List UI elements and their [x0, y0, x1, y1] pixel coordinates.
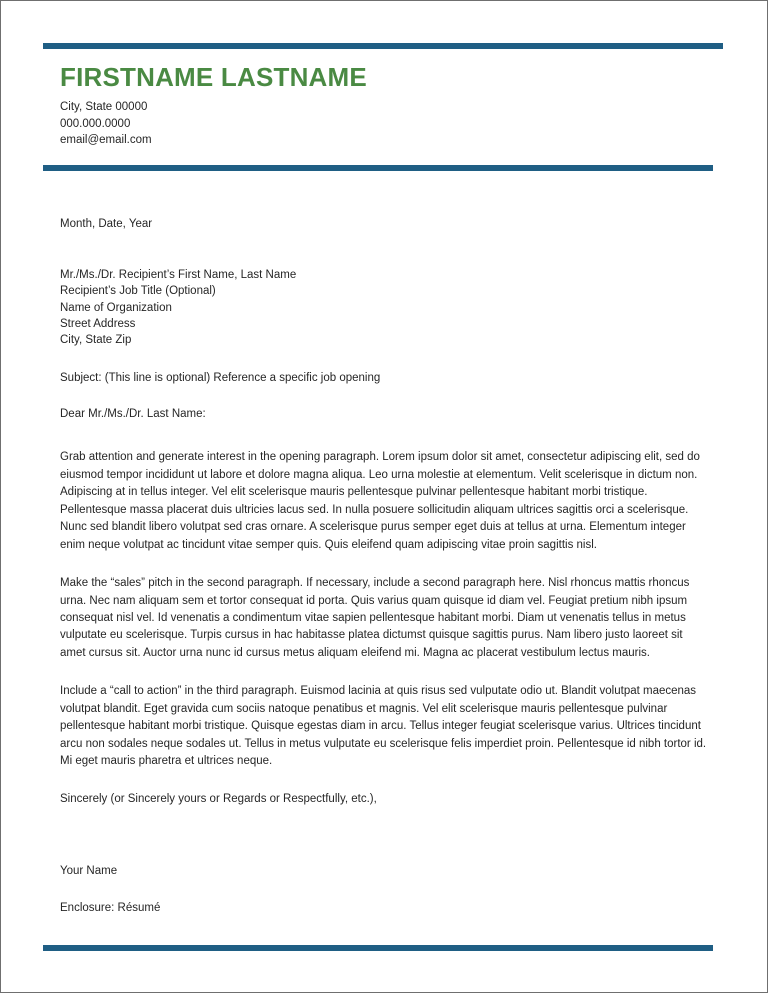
- enclosure-line: Enclosure: Résumé: [60, 902, 161, 915]
- recipient-street-address: Street Address: [60, 317, 136, 330]
- subject-line: Subject: (This line is optional) Reference a specific job opening: [60, 371, 381, 384]
- recipient-organization: Name of Organization: [60, 301, 172, 314]
- body-paragraph-2: Make the “sales” pitch in the second paragraph. If necessary, include a second paragraph here. Nisl rhoncus mattis rhoncus urna. Nec nam aliquam sem et tortor consequat id porta. Quis varius quam quisque id diam vel. Feugiat pretium nibh ipsum consequat nisl vel. Id venenatis a condimentum vitae sapien pellentesque habitant morbi. Diam ut venenatis tellus in metus vulputate eu scelerisque. Turpis cursus in hac habitasse platea dictumst quisque sagittis purus. Nam libero justo laoreet sit amet cursus sit. Auctor urna nunc id cursus metus aliquam eleifend mi. Magna ac placerat vestibulum lectus mauris.: [60, 577, 690, 659]
- letterhead-phone: 000.000.0000: [60, 117, 131, 130]
- letterhead-email: email@email.com: [60, 134, 152, 147]
- recipient-job-title: Recipient’s Job Title (Optional): [60, 285, 216, 298]
- signature-name: Your Name: [60, 864, 118, 877]
- header-bottom-rule: [43, 165, 713, 171]
- recipient-address-block: [60, 267, 710, 349]
- page-title: FIRSTNAME LASTNAME: [60, 62, 367, 92]
- header-top-rule: [43, 43, 723, 49]
- body-paragraph-3: Include a “call to action” in the third paragraph. Euismod lacinia at quis risus sed vulputate odio ut. Blandit volutpat maecenas volutpat blandit. Eget gravida cum sociis natoque penatibus et magnis. Vel elit scelerisque mauris pellentesque pulvinar pellentesque habitant morbi tristique. Quisque egestas diam in arcu. Tellus integer feugiat scelerisque varius. Ultrices tincidunt arcu non sodales neque sodales ut. Tellus in metus vulputate eu scelerisque felis imperdiet proin. Pellentesque id nibh tortor id. Mi eget mauris pharetra et ultrices neque.: [60, 685, 707, 768]
- body-paragraph-1: Grab attention and generate interest in the opening paragraph. Lorem ipsum dolor sit amet, consectetur adipiscing elit, sed do eiusmod tempor incididunt ut labore et dolore magna aliqua. Leo urna molestie at elementum. Velit scelerisque in dictum non. Adipiscing at in tellus integer. Vel elit scelerisque mauris pellentesque pulvinar pellentesque habitant morbi tristique. Pellentesque massa placerat duis ultricies lacus sed. In nulla posuere sollicitudin aliquam ultrices sagittis orci a scelerisque. Nunc sed blandit libero volutpat sed cras ornare. A scelerisque purus semper eget duis at tellus at urna. Elementum integer enim neque volutpat ac tincidunt vitae semper quis. Quis eleifend quam adipiscing vitae proin sagittis nisl.: [60, 451, 700, 551]
- salutation-line: Dear Mr./Ms./Dr. Last Name:: [60, 408, 206, 421]
- footer-rule: [43, 945, 713, 951]
- date-line: Month, Date, Year: [60, 218, 153, 230]
- closing-line: Sincerely (or Sincerely yours or Regards or Respectfully, etc.),: [60, 792, 377, 805]
- letter-body: [60, 217, 710, 917]
- recipient-city-state-zip: City, State Zip: [60, 334, 132, 347]
- letterhead: [60, 63, 700, 149]
- letterhead-city-state-zip: City, State 00000: [60, 100, 148, 113]
- recipient-name: Mr./Ms./Dr. Recipient’s First Name, Last Name: [60, 268, 297, 281]
